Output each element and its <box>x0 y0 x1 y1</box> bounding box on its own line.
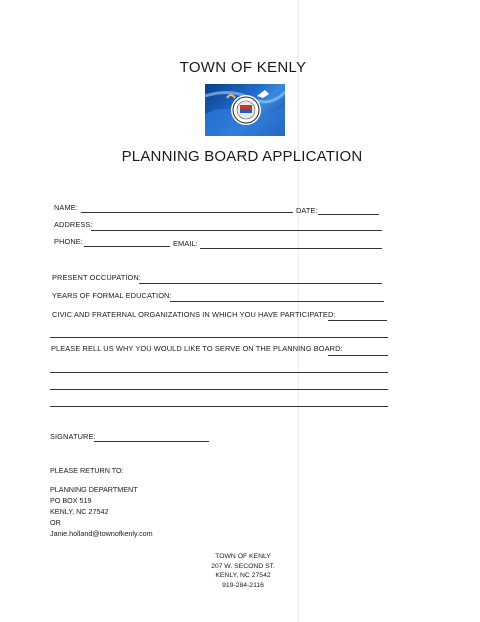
footer-line: TOWN OF KENLY <box>215 553 271 560</box>
return-line: PLANNING DEPARTMENT <box>50 485 138 494</box>
return-heading: PLEASE RETURN TO: <box>50 466 124 475</box>
signature-label: SIGNATURE: <box>50 432 96 441</box>
return-email-link[interactable]: Janie.holland@townofkenly.com <box>50 529 153 538</box>
form-title: PLANNING BOARD APPLICATION <box>121 148 363 165</box>
why-extra-line-2[interactable] <box>50 389 388 390</box>
name-label: NAME: <box>54 203 78 212</box>
why-field-line[interactable] <box>328 355 388 356</box>
civic-field-line[interactable] <box>328 320 387 321</box>
return-line: PO BOX 519 <box>50 496 92 505</box>
email-label: EMAIL: <box>173 239 198 248</box>
phone-label: PHONE: <box>54 237 83 246</box>
civic-label: CIVIC AND FRATERNAL ORGANIZATIONS IN WHICH YOU HAVE PARTICIPATED: <box>52 310 336 319</box>
date-field-line[interactable] <box>318 214 379 215</box>
name-field-line[interactable] <box>81 212 293 213</box>
why-extra-line-3[interactable] <box>50 406 388 407</box>
return-line: OR <box>50 518 61 527</box>
date-label: DATE: <box>296 206 318 215</box>
return-address-block <box>50 484 153 539</box>
education-label: YEARS OF FORMAL EDUCATION: <box>52 291 172 300</box>
why-extra-line-1[interactable] <box>50 372 388 373</box>
town-heading: TOWN OF KENLY <box>179 59 307 76</box>
signature-field-line[interactable] <box>94 441 209 442</box>
seal-icon <box>205 84 285 136</box>
occupation-field-line[interactable] <box>139 283 382 284</box>
education-field-line[interactable] <box>170 301 384 302</box>
why-label: PLEASE RELL US WHY YOU WOULD LIKE TO SERVE ON THE PLANNING BOARD: <box>51 344 343 353</box>
footer-line: 207 W. SECOND ST. <box>211 562 275 570</box>
occupation-label: PRESENT OCCUPATION: <box>52 273 141 282</box>
return-line: KENLY, NC 27542 <box>50 507 109 516</box>
town-seal-logo <box>205 84 285 136</box>
phone-field-line[interactable] <box>84 246 170 247</box>
address-field-line[interactable] <box>91 230 382 231</box>
civic-extra-line[interactable] <box>50 337 388 338</box>
email-field-line[interactable] <box>200 248 382 249</box>
footer-address-block <box>193 552 293 590</box>
footer-line: 919-284-2116 <box>222 581 264 589</box>
address-label: ADDRESS: <box>54 220 93 229</box>
footer-line: KENLY, NC 27542 <box>215 572 271 580</box>
